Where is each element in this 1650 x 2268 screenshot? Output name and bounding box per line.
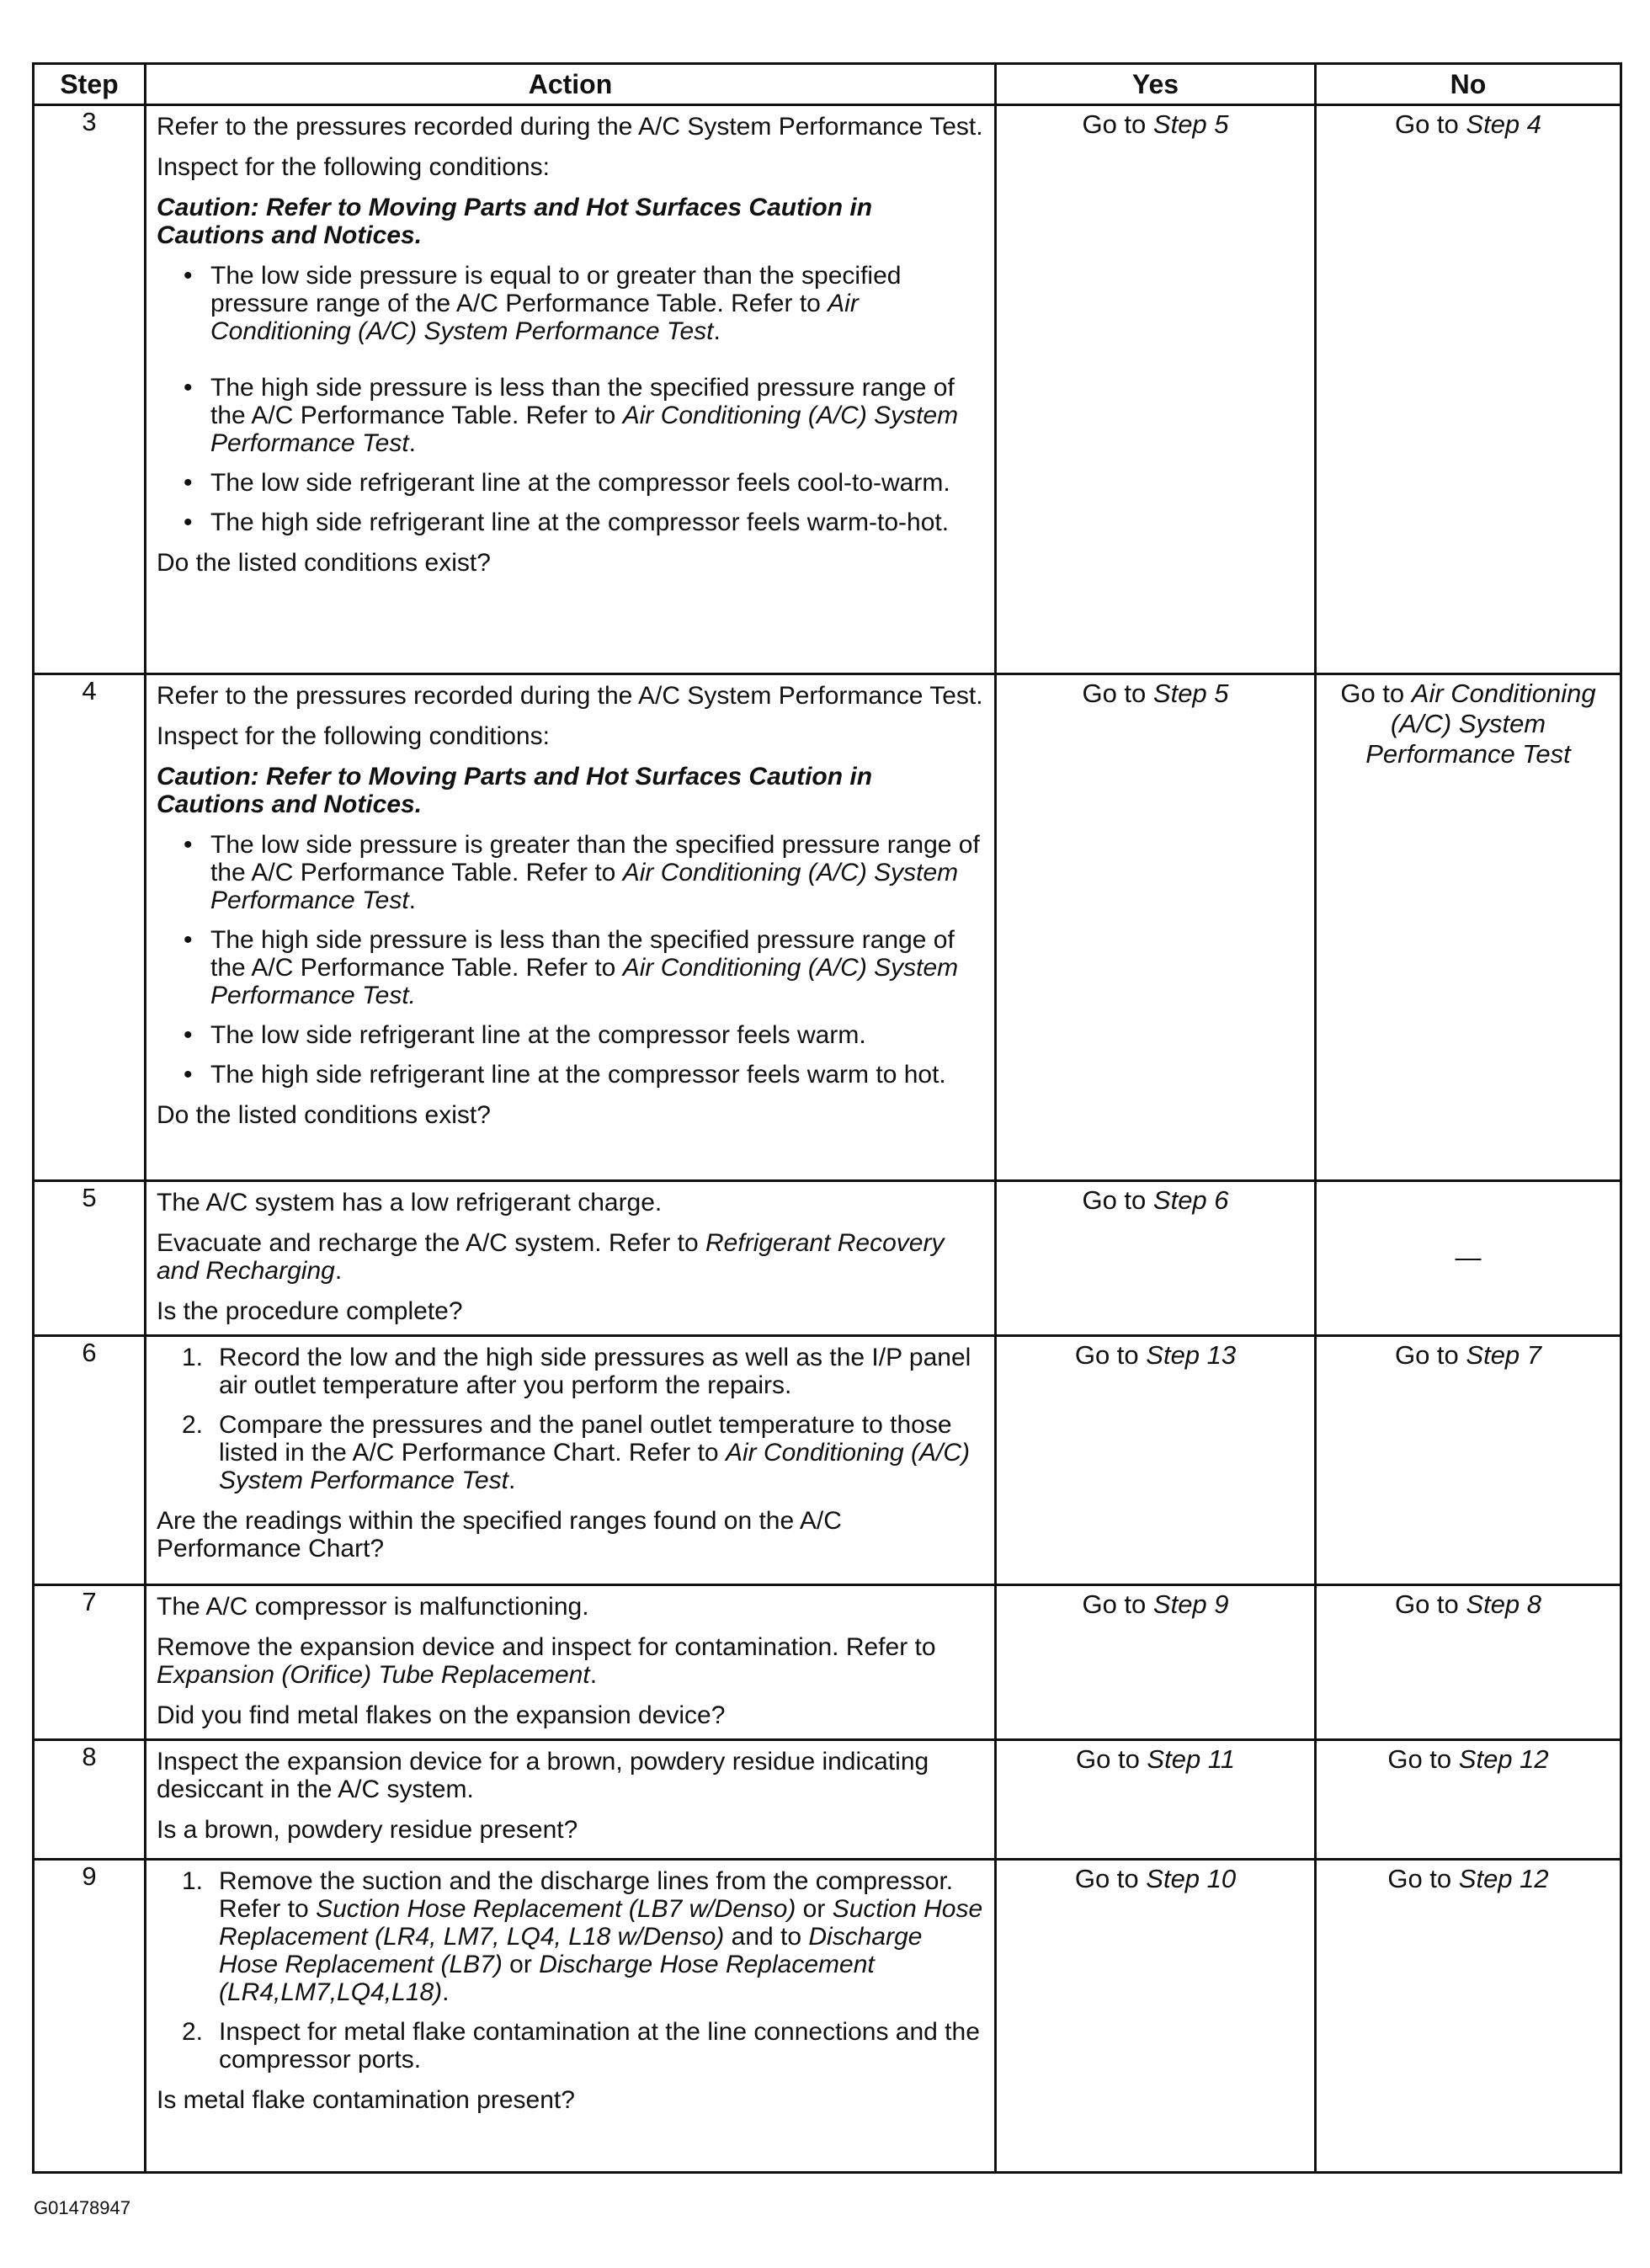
question-text: Did you find metal flakes on the expansion device? [157,1701,726,1729]
step-number: 3 [34,105,146,674]
step-number: 6 [34,1336,146,1585]
bullet-icon: • [184,1061,193,1089]
list-item: • The low side pressure is equal to or greater than the specified pressure range of the A/C Performance Table. Refer to Air Conditioning (A/C) System Performance Test. [184,262,902,345]
list-item: • The high side pressure is less than the specified pressure range of the A/C Performance Table. Refer to Air Conditioning (A/C) System Performance Test. [184,926,959,1009]
header-step: Step [34,64,146,105]
action-cell [146,674,996,1181]
procedure-link[interactable]: Discharge Hose Replacement (LB7) [219,1923,923,1978]
step-number: 4 [34,674,146,1181]
step-link[interactable]: Step 5 [1152,679,1229,708]
diagnostic-table [32,62,1622,2174]
bullet-icon: • [184,1021,193,1049]
table-row-step-3 [34,105,1621,674]
table-row-step-4 [34,674,1621,1181]
procedure-link[interactable]: Discharge Hose Replacement (LR4,LM7,LQ4,L18) [219,1951,875,2006]
action-text: Evacuate and recharge the A/C system. Refer to Refrigerant Recovery and Recharging. [157,1229,945,1285]
procedure-link[interactable]: Suction Hose Replacement (LR4, LM7, LQ4, L18 w/Denso) [219,1895,983,1951]
question-text: Is the procedure complete? [157,1297,463,1325]
step-link[interactable]: Step 12 [1458,1864,1549,1893]
caution-text: Caution: Refer to Moving Parts and Hot Surfaces Caution in Cautions and Notices. [157,194,873,249]
figure-code: G01478947 [34,2197,130,2218]
step-link[interactable]: Step 7 [1466,1340,1542,1370]
step-number: 8 [34,1740,146,1860]
no-result: Go to Step 8 [1316,1585,1621,1740]
action-text: The A/C system has a low refrigerant charge. [157,1189,663,1217]
action-cell [146,1181,996,1336]
procedure-link[interactable]: Air Conditioning (A/C) System Performance Test [219,1439,971,1494]
step-link[interactable]: Step 13 [1146,1340,1237,1370]
procedure-link[interactable]: Air Conditioning (A/C) System Performance Test. [210,954,959,1009]
action-text: Inspect for the following conditions: [157,153,550,181]
procedure-link[interactable]: Air Conditioning (A/C) System Performance Test [210,859,959,914]
yes-result: Go to Step 5 [996,674,1316,1181]
step-number: 7 [34,1585,146,1740]
header-no: No [1316,64,1621,105]
procedure-link[interactable]: Air Conditioning (A/C) System Performance Test [1365,679,1596,769]
list-item: • The high side refrigerant line at the compressor feels warm to hot. [184,1061,946,1089]
list-item: 2. Inspect for metal flake contamination at the line connections and the compressor ports. [182,2018,980,2074]
yes-result: Go to Step 9 [996,1585,1316,1740]
action-cell [146,1740,996,1860]
procedure-link[interactable]: Air Conditioning (A/C) System Performance Test [210,402,959,457]
list-item: • The high side pressure is less than the specified pressure range of the A/C Performance Table. Refer to Air Conditioning (A/C) System Performance Test. [184,374,959,457]
condition-list [157,831,984,1089]
step-link[interactable]: Step 10 [1146,1864,1237,1893]
procedure-list [157,1344,984,1494]
table-row-step-5 [34,1181,1621,1336]
action-text: The A/C compressor is malfunctioning. [157,1593,589,1621]
no-result: Go to Air Conditioning (A/C) System Performance Test [1316,674,1621,1181]
table-row-step-6 [34,1336,1621,1585]
step-link[interactable]: Step 6 [1152,1185,1229,1215]
step-link[interactable]: Step 11 [1147,1744,1235,1774]
bullet-icon: • [184,508,193,536]
yes-result: Go to Step 5 [996,105,1316,674]
list-item: • The low side pressure is greater than the specified pressure range of the A/C Performance Table. Refer to Air Conditioning (A/C) System Performance Test. [184,831,980,914]
no-result: Go to Step 4 [1316,105,1621,674]
procedure-link[interactable]: Air Conditioning (A/C) System Performance Test [210,290,859,345]
step-link[interactable]: Step 4 [1466,109,1542,139]
step-number: 5 [34,1181,146,1336]
header-yes: Yes [996,64,1316,105]
bullet-icon: • [184,926,193,954]
step-link[interactable]: Step 12 [1458,1744,1549,1774]
caution-text: Caution: Refer to Moving Parts and Hot Surfaces Caution in Cautions and Notices. [157,763,873,818]
action-text: Refer to the pressures recorded during the A/C System Performance Test. [157,682,983,710]
list-item: 1. Remove the suction and the discharge lines from the compressor. Refer to Suction Hose Replacement (LB7 w/Denso) or Suction Hose Replacement (LR4, LM7, LQ4, L18 w/Denso) and to Discharge Hose Replacement (LB7) or Discharge Hose Replacement (LR4,LM7,LQ4,L18). [182,1867,983,2006]
no-result [1316,1181,1621,1336]
action-text: Inspect for the following conditions: [157,722,550,750]
procedure-list [157,1867,984,2074]
bullet-icon: • [184,262,193,290]
action-cell [146,1585,996,1740]
bullet-icon: • [184,831,193,859]
procedure-link[interactable]: Suction Hose Replacement (LB7 w/Denso) [316,1895,796,1923]
header-row [34,64,1621,105]
list-item: • The high side refrigerant line at the compressor feels warm-to-hot. [184,508,950,536]
not-applicable-dash: — [1455,1242,1482,1272]
question-text: Do the listed conditions exist? [157,1101,491,1129]
yes-result: Go to Step 10 [996,1860,1316,2173]
action-text: Remove the expansion device and inspect for contamination. Refer to Expansion (Orifice) Tube Replacement. [157,1633,936,1689]
step-link[interactable]: Step 8 [1466,1589,1542,1619]
step-link[interactable]: Step 5 [1152,109,1229,139]
no-result: Go to Step 12 [1316,1860,1621,2173]
yes-result: Go to Step 11 [996,1740,1316,1860]
no-result: Go to Step 12 [1316,1740,1621,1860]
header-action: Action [146,64,996,105]
action-cell [146,1860,996,2173]
bullet-icon: • [184,374,193,402]
list-item: 2. Compare the pressures and the panel outlet temperature to those listed in the A/C Performance Chart. Refer to Air Conditioning (A/C) System Performance Test. [182,1411,971,1494]
table-row-step-8 [34,1740,1621,1860]
condition-list [157,262,984,536]
question-text: Are the readings within the specified ranges found on the A/C Performance Chart? [157,1507,842,1563]
question-text: Is metal flake contamination present? [157,2086,575,2114]
no-result: Go to Step 7 [1316,1336,1621,1585]
action-cell [146,105,996,674]
bullet-icon: • [184,469,193,497]
action-text: Inspect the expansion device for a brown, powdery residue indicating desiccant in the A/C system. [157,1748,929,1803]
procedure-link[interactable]: Refrigerant Recovery and Recharging [157,1229,945,1285]
step-link[interactable]: Step 9 [1152,1589,1229,1619]
question-text: Do the listed conditions exist? [157,549,491,577]
step-number: 9 [34,1860,146,2173]
action-text: Refer to the pressures recorded during the A/C System Performance Test. [157,113,983,141]
table-row-step-7 [34,1585,1621,1740]
list-item: • The low side refrigerant line at the compressor feels cool-to-warm. [184,469,950,497]
table-row-step-9 [34,1860,1621,2173]
list-item: 1. Record the low and the high side pressures as well as the I/P panel air outlet temperature after you perform the repairs. [182,1344,971,1399]
question-text: Is a brown, powdery residue present? [157,1816,578,1844]
action-cell [146,1336,996,1585]
procedure-link[interactable]: Expansion (Orifice) Tube Replacement [157,1661,590,1689]
list-item: • The low side refrigerant line at the compressor feels warm. [184,1021,866,1049]
yes-result: Go to Step 13 [996,1336,1316,1585]
yes-result: Go to Step 6 [996,1181,1316,1336]
